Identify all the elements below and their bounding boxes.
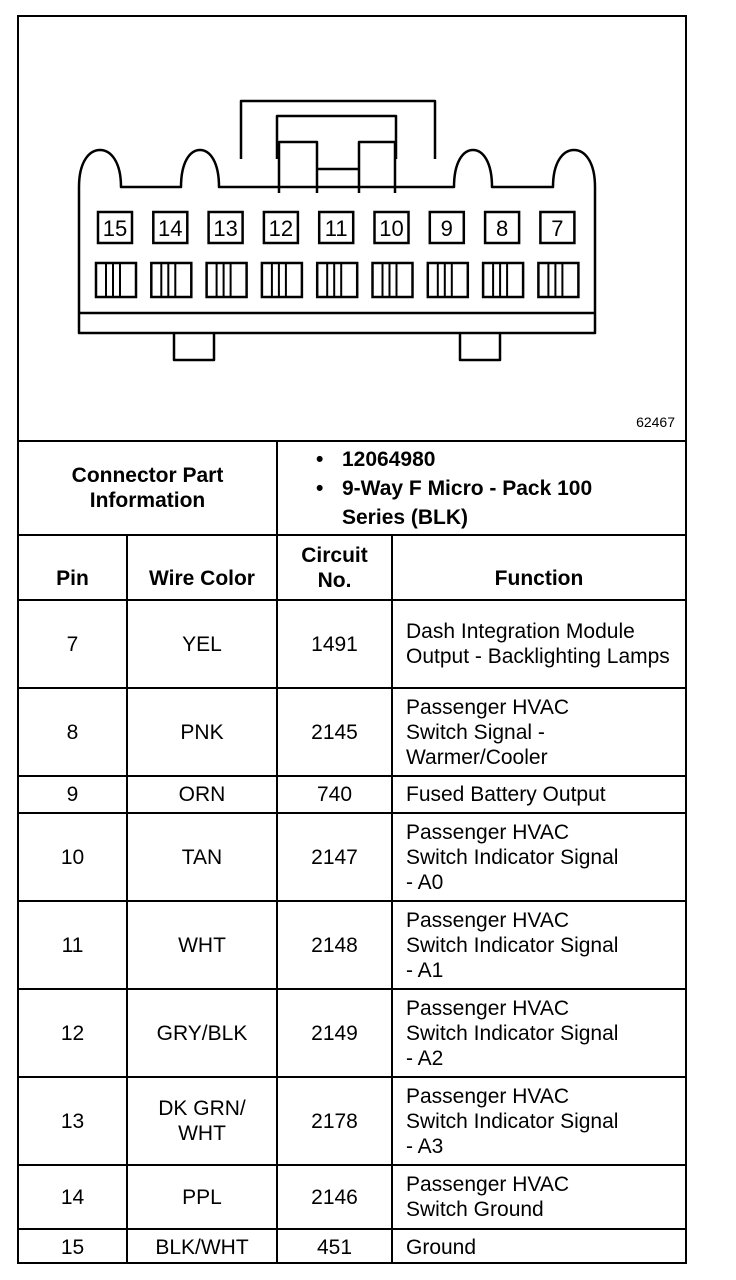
pin-cavity bbox=[96, 263, 136, 297]
figure-number: 62467 bbox=[636, 414, 675, 430]
cell-function: Passenger HVAC Switch Signal - Warmer/Cooler bbox=[406, 695, 570, 769]
pin-number-label: 11 bbox=[324, 216, 348, 241]
part-number: 12064980 bbox=[342, 448, 436, 471]
latch-tab-right bbox=[359, 142, 395, 193]
pin-cavity bbox=[538, 263, 578, 297]
cell-circuit: 2148 bbox=[311, 933, 358, 957]
cell-pin: 9 bbox=[66, 783, 79, 806]
column-header-circuit: Circuit No. bbox=[301, 543, 368, 592]
cell-wire-color: WHT bbox=[178, 933, 226, 957]
latch-tab-left bbox=[279, 142, 317, 193]
cell-pin: 11 bbox=[61, 933, 84, 957]
cell-function: Passenger HVAC Switch Indicator Signal - A2 bbox=[406, 996, 619, 1070]
cell-function: Passenger HVAC Switch Ground bbox=[406, 1173, 570, 1221]
connector-foot-right bbox=[460, 333, 500, 360]
cell-circuit: 2146 bbox=[311, 1185, 358, 1209]
cell-wire-color: ORN bbox=[178, 783, 226, 806]
pin-cavity bbox=[151, 263, 191, 297]
cell-pin: 13 bbox=[60, 1109, 85, 1133]
cell-circuit: 1491 bbox=[311, 632, 358, 656]
column-header-function: Function bbox=[494, 566, 584, 590]
cell-pin: 10 bbox=[60, 845, 85, 869]
document-frame bbox=[17, 15, 687, 1264]
cell-pin: 15 bbox=[60, 1235, 85, 1259]
cell-wire-color: TAN bbox=[181, 845, 223, 869]
column-header-pin: Pin bbox=[56, 566, 89, 590]
connector-foot-left bbox=[174, 333, 214, 360]
pin-number-label: 9 bbox=[440, 216, 453, 241]
latch-inner bbox=[277, 116, 396, 159]
pin-cavity bbox=[207, 263, 247, 297]
cell-wire-color: YEL bbox=[182, 632, 222, 656]
cell-wire-color: GRY/BLK bbox=[156, 1021, 248, 1045]
pin-cavity bbox=[373, 263, 413, 297]
cell-function: Fused Battery Output bbox=[406, 783, 606, 806]
connector-info-item: • 9-Way F Micro - Pack 100 Series (BLK) bbox=[316, 474, 676, 532]
latch-housing bbox=[241, 101, 435, 159]
cell-function: Ground bbox=[406, 1235, 477, 1259]
cell-function: Passenger HVAC Switch Indicator Signal - A3 bbox=[406, 1084, 619, 1158]
rule bbox=[276, 440, 278, 536]
cell-wire-color: BLK/WHT bbox=[155, 1235, 249, 1259]
cell-pin: 7 bbox=[66, 632, 79, 656]
pin-number-label: 7 bbox=[551, 216, 564, 241]
cell-pin: 8 bbox=[66, 720, 79, 744]
pin-number-label: 13 bbox=[213, 216, 238, 241]
pin-cavity bbox=[262, 263, 302, 297]
connector-diagram bbox=[19, 17, 685, 440]
cell-wire-color: DK GRN/ WHT bbox=[158, 1097, 246, 1145]
cell-circuit: 740 bbox=[316, 783, 353, 806]
pin-cavity bbox=[483, 263, 523, 297]
cell-circuit: 2145 bbox=[311, 720, 358, 744]
cell-circuit: 451 bbox=[316, 1235, 353, 1259]
pin-cavity bbox=[428, 263, 468, 297]
cell-circuit: 2149 bbox=[311, 1021, 358, 1045]
pin-number-label: 14 bbox=[158, 216, 183, 241]
cell-function: Dash Integration Module Output - Backlighting Lamps bbox=[406, 620, 670, 668]
cell-function: Passenger HVAC Switch Indicator Signal - A1 bbox=[406, 908, 619, 982]
cell-pin: 14 bbox=[60, 1185, 85, 1209]
cell-function: Passenger HVAC Switch Indicator Signal - A0 bbox=[406, 820, 619, 894]
pin-cavity bbox=[317, 263, 357, 297]
cell-circuit: 2178 bbox=[311, 1109, 358, 1133]
pin-number-label: 8 bbox=[495, 216, 509, 241]
connector-info-list bbox=[316, 445, 676, 532]
pin-number-label: 10 bbox=[379, 216, 404, 241]
column-header-wire-color: Wire Color bbox=[149, 566, 255, 590]
pin-number-label: 12 bbox=[268, 216, 294, 241]
connector-info-label: Connector Part Information bbox=[71, 464, 224, 512]
connector-info-item: • 12064980 bbox=[316, 445, 676, 474]
cell-pin: 12 bbox=[60, 1021, 85, 1045]
pin-number-label: 15 bbox=[102, 216, 128, 241]
cell-wire-color: PPL bbox=[182, 1185, 222, 1209]
connector-description: 9-Way F Micro - Pack 100 Series (BLK) bbox=[342, 477, 593, 529]
cell-circuit: 2147 bbox=[311, 845, 358, 869]
connector-body-outline bbox=[79, 150, 595, 333]
cell-wire-color: PNK bbox=[180, 720, 224, 744]
